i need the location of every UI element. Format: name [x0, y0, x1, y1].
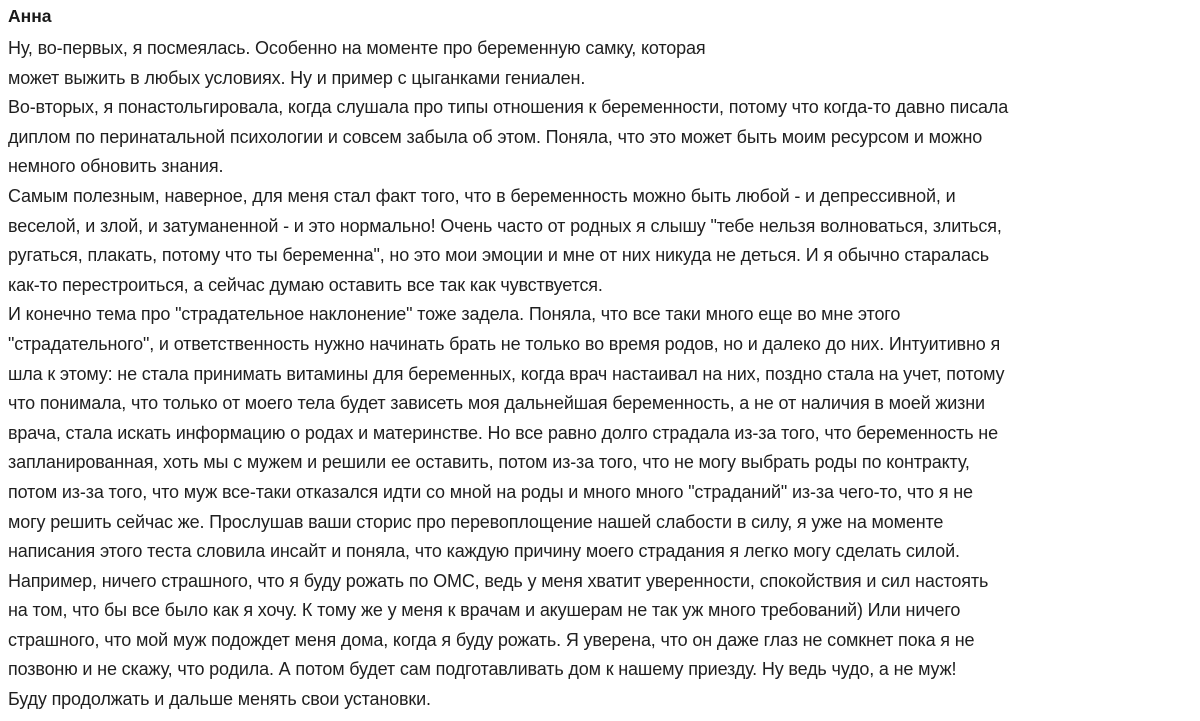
- comment-line: страшного, что мой муж подождет меня дома, когда я буду рожать. Я уверена, что он даже глаз не сомкнет пока я не: [8, 629, 975, 650]
- comment-line: немного обновить знания.: [8, 156, 224, 177]
- comment-line: Во-вторых, я понастольгировала, когда слушала про типы отношения к беременности, потому что когда-то давно писала: [8, 97, 1009, 118]
- comment-line: позвоню и не скажу, что родила. А потом будет сам подготавливать дом к нашему приезду. Ну ведь чудо, а не муж!: [8, 659, 957, 680]
- comment-line: ругаться, плакать, потому что ты беременна", но это мои эмоции и мне от них никуда не деться. И я обычно старалась: [8, 245, 989, 266]
- comment-line: Самым полезным, наверное, для меня стал факт того, что в беременность можно быть любой - и депрессивной, и: [8, 185, 956, 206]
- comment-author: Анна: [8, 6, 52, 26]
- comment-line: могу решить сейчас же. Прослушав ваши сторис про перевоплощение нашей слабости в силу, я уже на моменте: [8, 511, 944, 532]
- comment-line: может выжить в любых условиях. Ну и пример с цыганками гениален.: [8, 67, 586, 88]
- comment-line: потом из-за того, что муж все-таки отказался идти со мной на роды и много много "страданий" из-за чего-то, что я не: [8, 481, 973, 502]
- comment-line: диплом по перинатальной психологии и совсем забыла об этом. Поняла, что это может быть моим ресурсом и можно: [8, 126, 983, 147]
- comment-line: "страдательного", и ответственность нужно начинать брать не только во время родов, но и далеко до них. Интуитивно я: [8, 333, 1001, 354]
- comment-line: на том, что бы все было как я хочу. К тому же у меня к врачам и акушерам не так уж много требований) Или ничего: [8, 600, 961, 621]
- comment-line: Буду продолжать и дальше менять свои установки.: [8, 689, 431, 710]
- comment-line: врача, стала искать информацию о родах и материнстве. Но все равно долго страдала из-за того, что беременность не: [8, 422, 998, 443]
- comment-line: Например, ничего страшного, что я буду рожать по ОМС, ведь у меня хватит уверенности, спокойствия и сил настоять: [8, 570, 989, 591]
- comment-body: [8, 34, 1192, 715]
- comment-line: запланированная, хоть мы с мужем и решили ее оставить, потом из-за того, что не могу выбрать роды по контракту,: [8, 452, 970, 473]
- comment-line: как-то перестроиться, а сейчас думаю оставить все так как чувствуется.: [8, 274, 603, 295]
- comment-line: И конечно тема про "страдательное наклонение" тоже задела. Поняла, что все таки много еще во мне этого: [8, 304, 901, 325]
- comment-line: Ну, во-первых, я посмеялась. Особенно на моменте про беременную самку, которая: [8, 38, 706, 58]
- comment-line: что понимала, что только от моего тела будет зависеть моя дальнейшая беременность, а не от наличия в моей жизни: [8, 393, 985, 414]
- comment-line: написания этого теста словила инсайт и поняла, что каждую причину моего страдания я легко могу сделать силой.: [8, 541, 960, 562]
- comment-line: веселой, и злой, и затуманенной - и это нормально! Очень часто от родных я слышу "тебе нельзя волноваться, злиться,: [8, 215, 1002, 236]
- comment-line: шла к этому: не стала принимать витамины для беременных, когда врач настаивал на них, поздно стала на учет, потому: [8, 363, 1005, 384]
